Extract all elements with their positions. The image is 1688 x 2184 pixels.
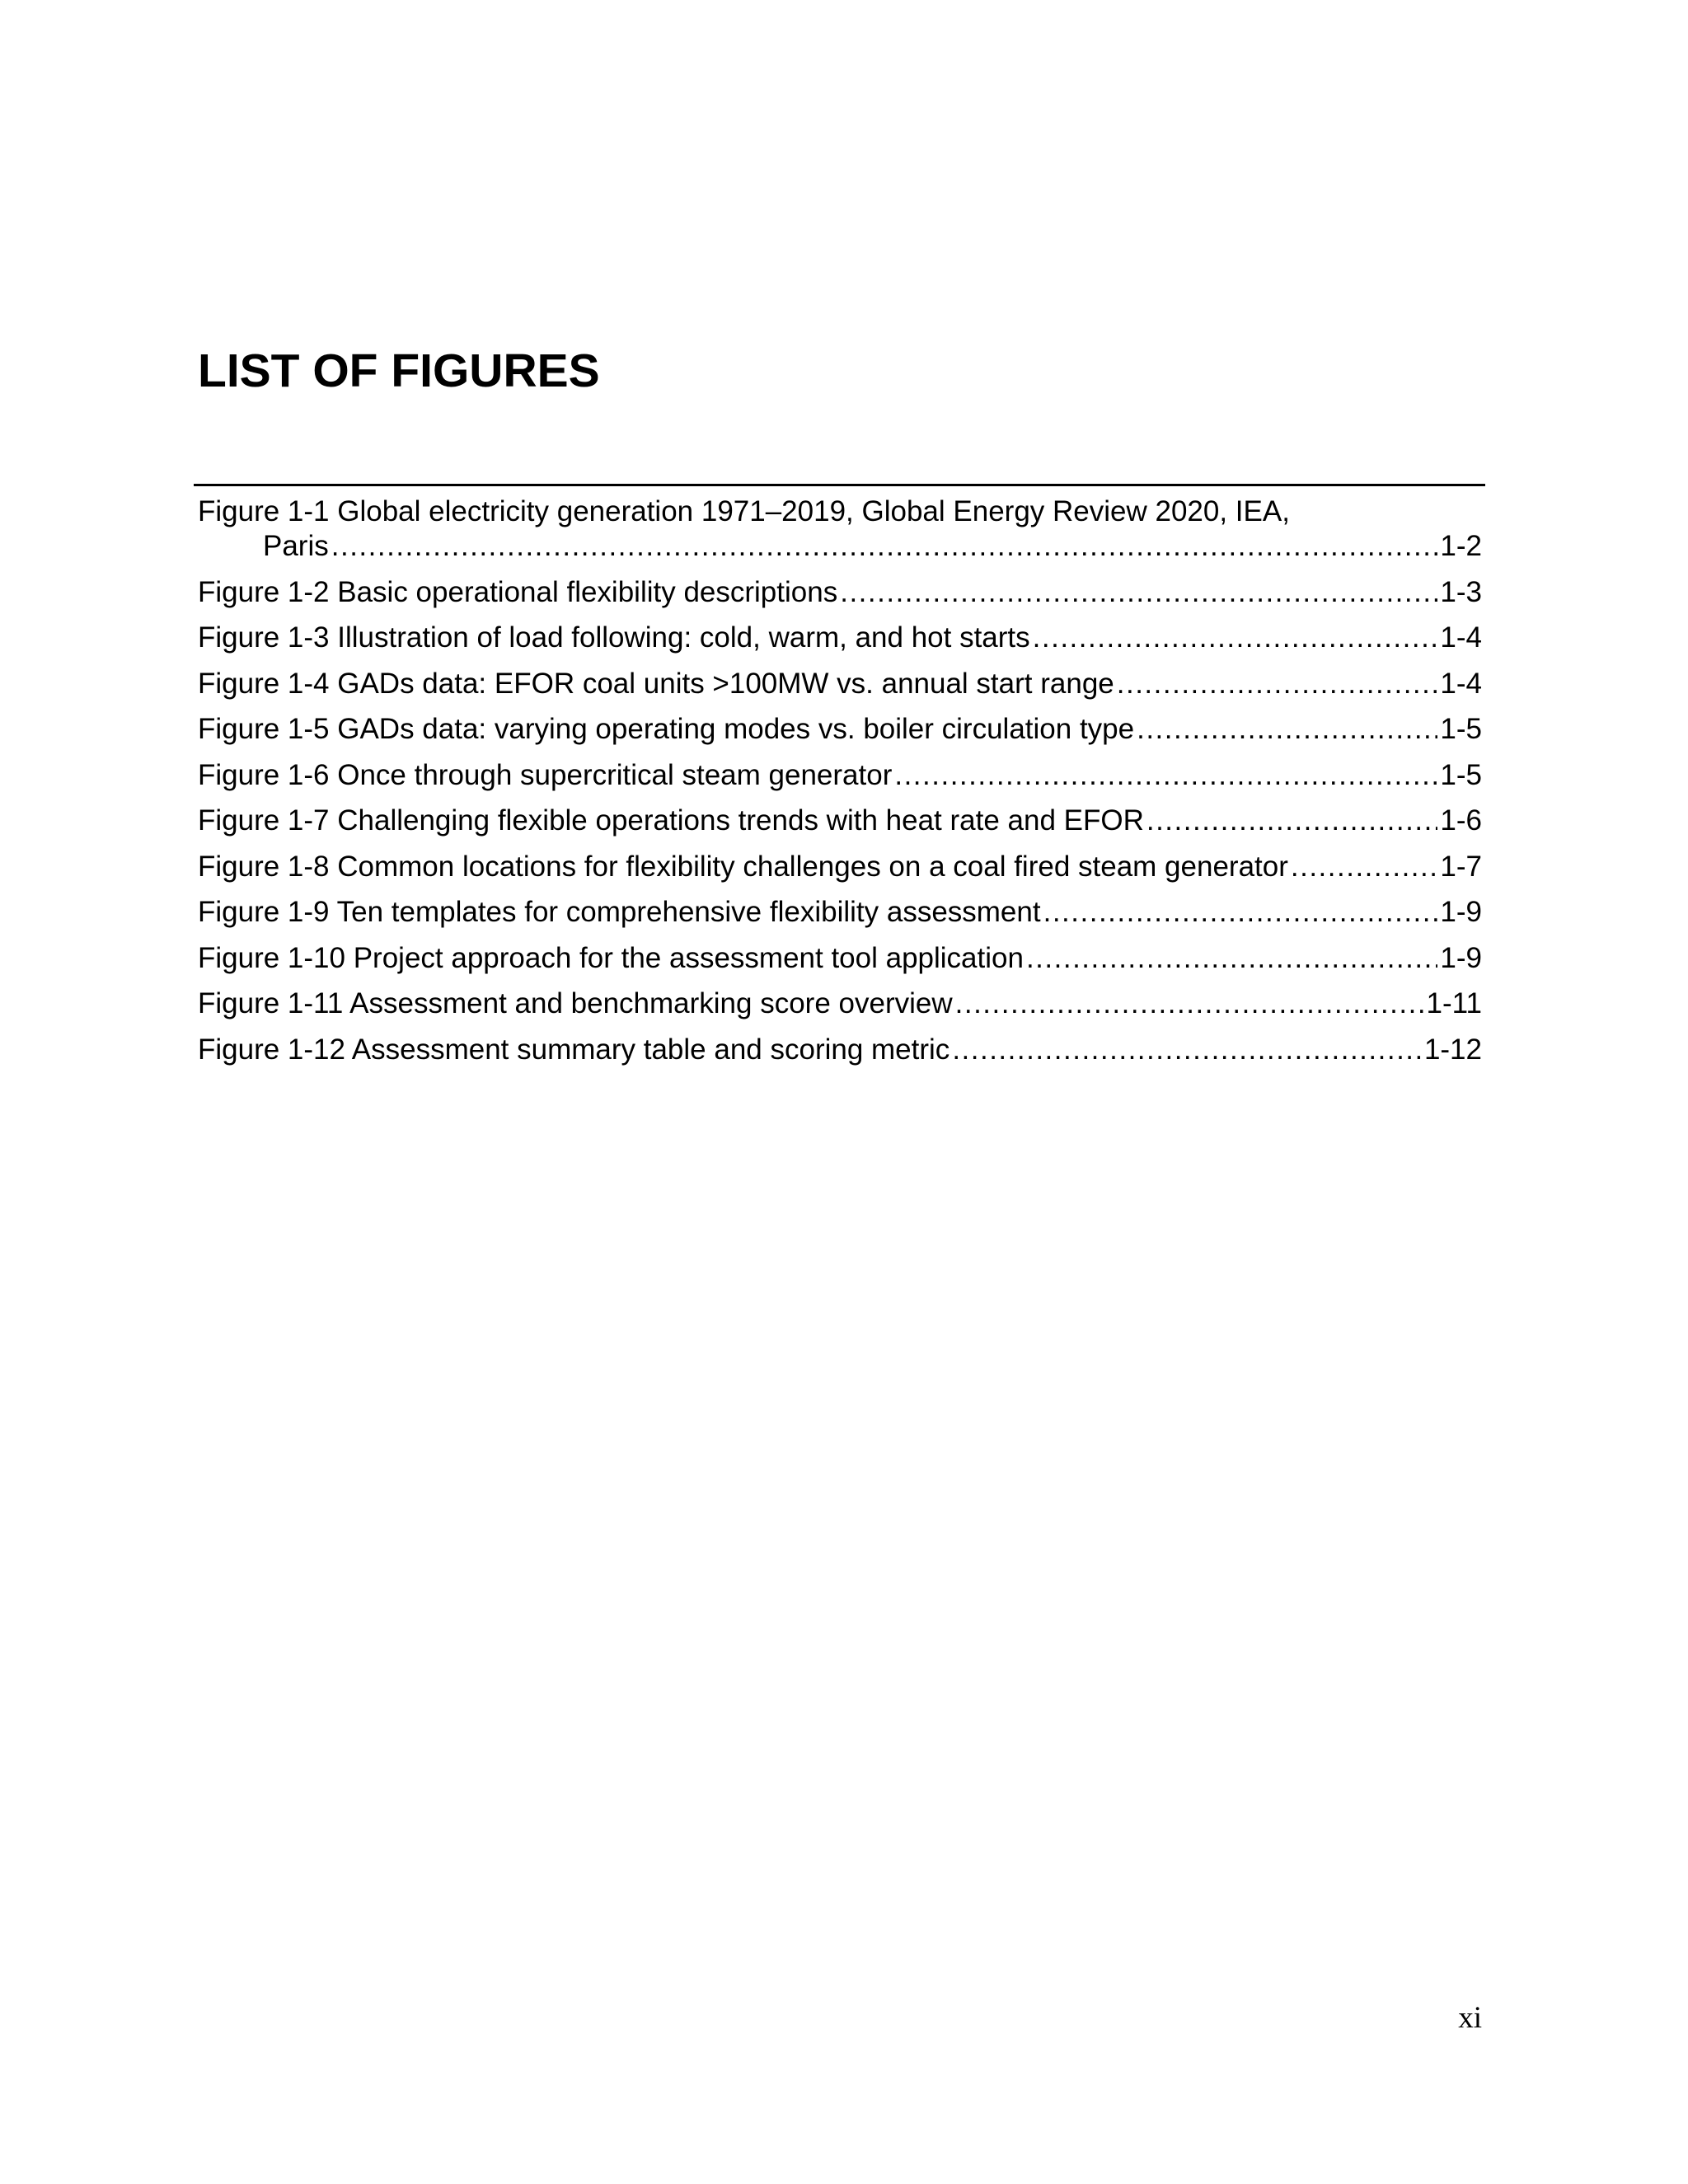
entry-page-number: 1-9	[1440, 941, 1482, 974]
entry-title: Figure 1-2 Basic operational flexibility descriptions	[198, 575, 838, 608]
title-divider	[194, 484, 1485, 486]
entry-title-line-1: Figure 1-1 Global electricity generation 1971–2019, Global Energy Review 2020, IEA,	[198, 495, 1290, 527]
dot-leader	[331, 529, 1438, 564]
figure-list-entry[interactable]	[198, 712, 1482, 747]
figure-list-entry[interactable]	[198, 941, 1482, 976]
entry-title: Paris	[263, 530, 329, 562]
entry-line	[198, 575, 1482, 610]
entry-line	[198, 987, 1482, 1021]
dot-leader	[1146, 804, 1438, 838]
entry-page-number: 1-3	[1440, 575, 1482, 608]
entry-page-number: 1-9	[1440, 896, 1482, 928]
dot-leader	[840, 575, 1437, 610]
dot-leader	[1137, 712, 1437, 747]
dot-leader	[894, 758, 1437, 793]
entry-title: Figure 1-12 Assessment summary table and scoring metric	[198, 1033, 950, 1066]
entry-title: Figure 1-4 GADs data: EFOR coal units >100MW vs. annual start range	[198, 667, 1114, 700]
dot-leader	[1117, 667, 1438, 701]
dot-leader	[1043, 895, 1438, 930]
entry-page-number: 1-6	[1440, 804, 1482, 837]
entry-title: Figure 1-9 Ten templates for comprehensive flexibility assessment	[198, 896, 1041, 928]
dot-leader	[955, 987, 1424, 1021]
entry-title: Figure 1-6 Once through supercritical steam generator	[198, 758, 893, 791]
page-number: xi	[1458, 2001, 1482, 2035]
entry-last-line	[198, 529, 1482, 564]
entry-line	[198, 850, 1482, 884]
entry-line	[198, 667, 1482, 701]
entry-page-number: 1-7	[1440, 850, 1482, 883]
entry-title: Figure 1-5 GADs data: varying operating modes vs. boiler circulation type	[198, 713, 1135, 745]
entry-line	[198, 758, 1482, 793]
entry-title: Figure 1-7 Challenging flexible operations trends with heat rate and EFOR	[198, 804, 1144, 837]
entry-page-number: 1-5	[1440, 713, 1482, 745]
figure-list-entry[interactable]	[198, 850, 1482, 884]
entry-line	[198, 712, 1482, 747]
dot-leader	[1033, 621, 1438, 655]
entry-title: Figure 1-11 Assessment and benchmarking score overview	[198, 987, 953, 1019]
figure-list-entry[interactable]	[198, 987, 1482, 1021]
entry-title: Figure 1-10 Project approach for the assessment tool application	[198, 941, 1024, 974]
entry-page-number: 1-12	[1423, 1033, 1482, 1066]
entry-page-number: 1-4	[1440, 621, 1482, 654]
page-title: LIST OF FIGURES	[198, 344, 600, 397]
entry-line	[198, 1033, 1482, 1067]
entry-first-line	[198, 494, 1482, 529]
figure-list-entry[interactable]	[198, 575, 1482, 610]
figure-list-entry[interactable]	[198, 758, 1482, 793]
entry-page-number: 1-11	[1426, 987, 1482, 1019]
entry-title: Figure 1-3 Illustration of load following: cold, warm, and hot starts	[198, 621, 1030, 654]
entry-line	[198, 621, 1482, 655]
figure-list	[198, 494, 1482, 1078]
entry-line	[198, 804, 1482, 838]
dot-leader	[1026, 941, 1437, 976]
figure-list-entry[interactable]	[198, 621, 1482, 655]
figure-list-entry[interactable]	[198, 1033, 1482, 1067]
entry-title: Figure 1-8 Common locations for flexibility challenges on a coal fired steam generator	[198, 850, 1288, 883]
figure-list-entry[interactable]	[198, 895, 1482, 930]
dot-leader	[952, 1033, 1422, 1067]
entry-line	[198, 941, 1482, 976]
figure-list-entry[interactable]	[198, 667, 1482, 701]
figure-list-entry[interactable]	[198, 804, 1482, 838]
entry-page-number: 1-5	[1440, 758, 1482, 791]
entry-page-number: 1-2	[1440, 530, 1482, 562]
entry-line	[198, 895, 1482, 930]
entry-page-number: 1-4	[1440, 667, 1482, 700]
figure-list-entry[interactable]	[198, 494, 1482, 564]
dot-leader	[1291, 850, 1438, 884]
